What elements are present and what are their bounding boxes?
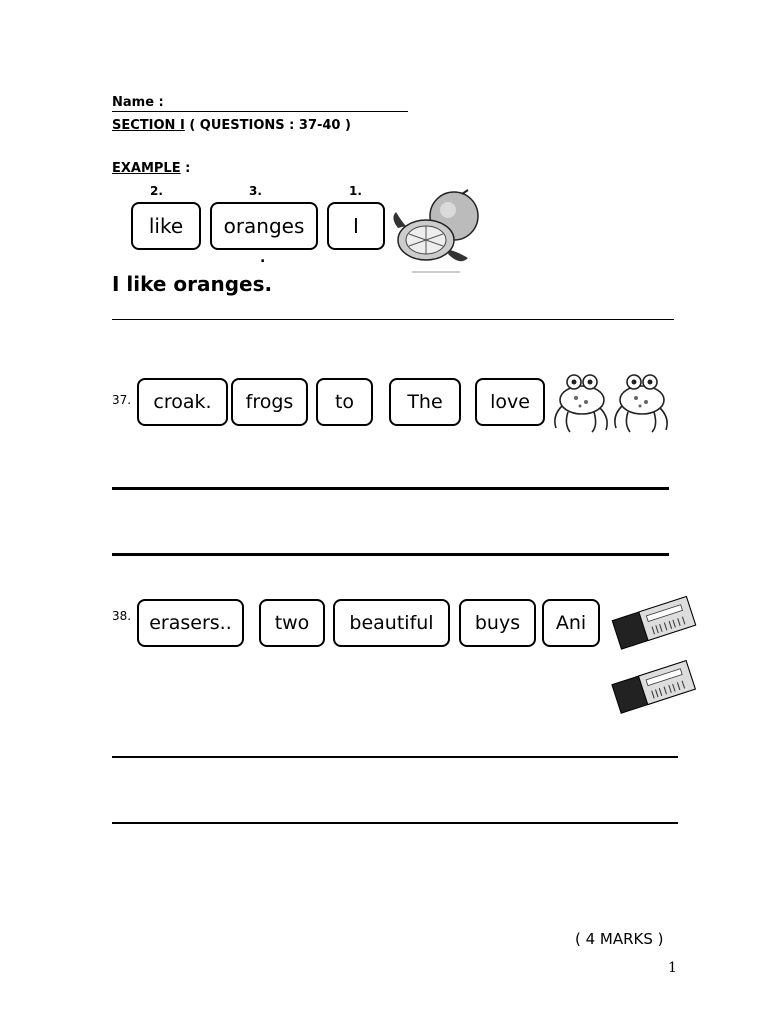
erasers-illustration-icon <box>608 590 698 720</box>
section-heading <box>112 118 351 133</box>
example-order-3: 1. <box>349 184 362 198</box>
section-questions: ( QUESTIONS : 37-40 ) <box>189 118 351 133</box>
name-label: Name : <box>112 95 164 110</box>
q38-word-box: two <box>259 599 325 647</box>
oranges-illustration-icon <box>388 188 488 278</box>
question-37-number: 37. <box>112 393 132 407</box>
q37-word-box: to <box>316 378 373 426</box>
q38-answer-line[interactable] <box>112 822 678 824</box>
question-38-number: 38. <box>112 609 132 623</box>
q37-word-box: croak. <box>137 378 228 426</box>
example-answer-line <box>112 319 674 320</box>
q38-word-box: buys <box>459 599 536 647</box>
q37-answer-line[interactable] <box>112 487 669 490</box>
q38-word-box: beautiful <box>333 599 450 647</box>
page-number: 1 <box>668 960 677 976</box>
example-colon: : <box>185 161 191 176</box>
example-heading <box>112 161 190 176</box>
q38-answer-line[interactable] <box>112 756 678 758</box>
q38-word-box: erasers.. <box>137 599 244 647</box>
section-label: SECTION I <box>112 118 185 133</box>
example-word-box: I <box>327 202 385 250</box>
example-dot: . <box>260 250 266 266</box>
example-order-1: 2. <box>150 184 163 198</box>
example-word-box: like <box>131 202 201 250</box>
example-order-2: 3. <box>249 184 262 198</box>
q37-word-box: love <box>475 378 545 426</box>
q37-word-box: frogs <box>231 378 308 426</box>
example-answer: I like oranges. <box>112 272 273 296</box>
q37-word-box: The <box>389 378 461 426</box>
example-label: EXAMPLE <box>112 161 181 176</box>
marks-label: ( 4 MARKS ) <box>575 930 664 948</box>
frogs-illustration-icon <box>546 368 678 436</box>
q38-word-box: Ani <box>542 599 600 647</box>
example-word-box: oranges <box>210 202 318 250</box>
q37-answer-line[interactable] <box>112 553 669 556</box>
name-underline <box>112 111 408 112</box>
